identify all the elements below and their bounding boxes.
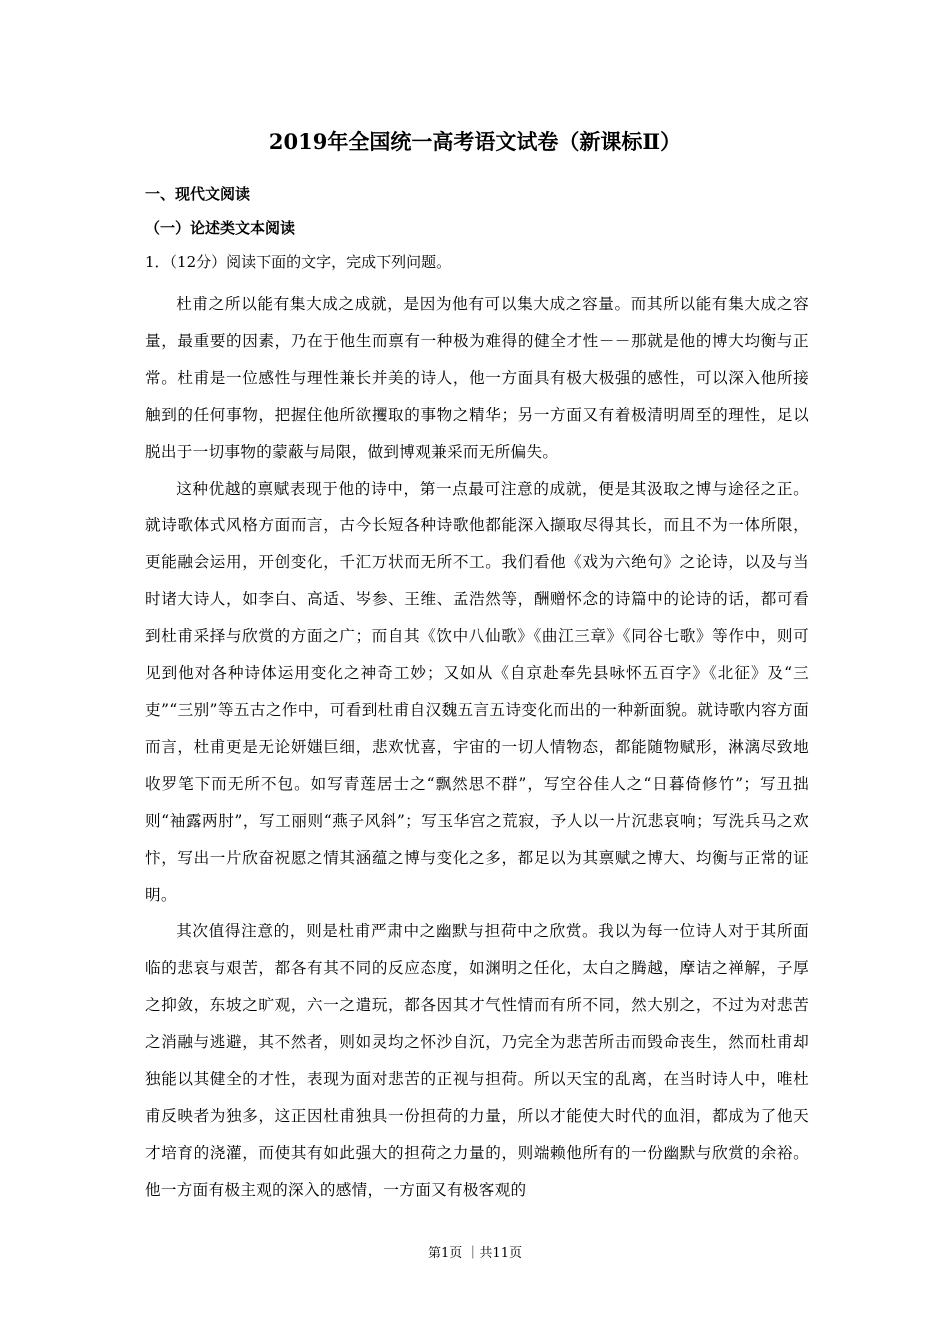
passage-paragraph-1: 杜甫之所以能有集大成之成就，是因为他有可以集大成之容量。而其所以能有集大成之容量，最重要的因素，乃在于他生而禀有一种极为难得的健全才性－－那就是他的博大均衡与正常。杜甫是一位感性与理性兼长并美的诗人，他一方面具有极大极强的感性，可以深入他所接触到的任何事物，把握住他所欲攫取的事物之精华；另一方面又有着极清明周至的理性，足以脱出于一切事物的蒙蔽与局限，做到博观兼采而无所偏失。 (145, 295, 809, 461)
passage-paragraph-2: 这种优越的禀赋表现于他的诗中，第一点最可注意的成就，便是其汲取之博与途径之正。就诗歌体式风格方面而言，古今长短各种诗歌他都能深入撷取尽得其长，而且不为一体所限，更能融会运用，开创变化，千汇万状而无所不工。我们看他《戏为六绝句》之论诗，以及与当时诸大诗人，如李白、高适、岑参、王维、孟浩然等，酬赠怀念的诗篇中的论诗的话，都可看到杜甫采择与欣赏的方面之广；而自其《饮中八仙歌》《曲江三章》《同谷七歌》等作中，则可见到他对各种诗体运用变化之神奇工妙；又如从《自京赴奉先县咏怀五百字》《北征》及“三吏”“三别”等五古之作中，可看到杜甫自汉魏五言五诗变化而出的一种新面貌。就诗歌内容方面而言，杜甫更是无论妍媸巨细，悲欢忧喜，宇宙的一切人情物态，都能随物赋形，淋漓尽致地收罗笔下而无所不包。如写青莲居士之“飘然思不群”，写空谷佳人之“日暮倚修竹”；写丑拙则“袖露两肘”，写工丽则“燕子风斜”；写玉华宫之荒寂，予人以一片沉悲哀响；写洗兵马之欢忭，写出一片欣奋祝愿之情其涵蕴之博与变化之多，都足以为其禀赋之博大、均衡与正常的证明。 (145, 479, 809, 904)
reading-passage (145, 286, 809, 1209)
page-footer: 第1页 ｜共11页 (428, 1246, 522, 1261)
passage-paragraph-3: 其次值得注意的，则是杜甫严肃中之幽默与担荷中之欣赏。我以为每一位诗人对于其所面临的悲哀与艰苦，都各有其不同的反应态度，如渊明之任化，太白之腾越，摩诘之禅解，子厚之抑敛，东坡之旷观，六一之遣玩，都各因其才气性情而有所不同，然大别之，不过为对悲苦之消融与逃避，其不然者，则如灵均之怀沙自沉，乃完全为悲苦所击而毁命丧生，然而杜甫却独能以其健全的才性，表现为面对悲苦的正视与担荷。所以天宝的乱离，在当时诗人中，唯杜甫反映者为独多，这正因杜甫独具一份担荷的力量，所以才能使大时代的血泪，都成为了他天才培育的浇灌，而使其有如此强大的担荷之力量的，则端赖他所有的一份幽默与欣赏的余裕。他一方面有极主观的深入的感情，一方面又有极客观的 (145, 922, 809, 1199)
document-title: 2019年全国统一高考语文试卷（新课标Ⅱ） (268, 129, 682, 154)
subsection-heading: （一）论述类文本阅读 (145, 219, 296, 237)
question-prompt: 1．（12分）阅读下面的文字，完成下列问题。 (145, 253, 452, 271)
section-heading: 一、现代文阅读 (145, 185, 251, 203)
